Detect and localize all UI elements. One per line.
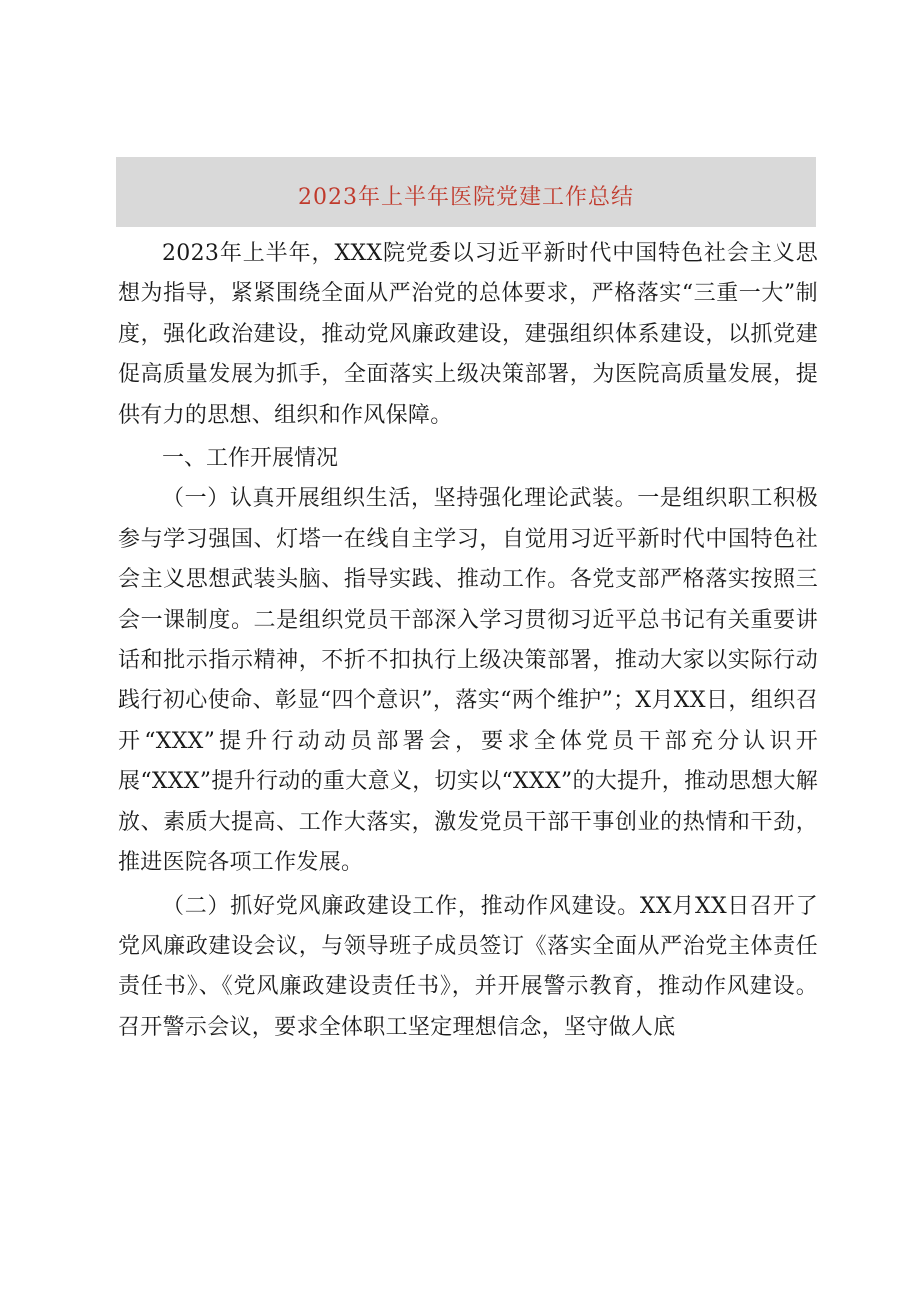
document-title: 2023年上半年医院党建工作总结 (298, 184, 634, 210)
section-paragraph-2: （二）抓好党风廉政建设工作，推动作风建设。XX月XX日召开了党风廉政建设会议，与领导班子成员签订《落实全面从严治党主体责任责任书》、《党风廉政建设责任书》，并开展警示教育，推动作风建设。召开警示会议，要求全体职工坚定理想信念，坚守做人底 (118, 893, 818, 1040)
section-paragraph-1: （一）认真开展组织生活，坚持强化理论武装。一是组织职工积极参与学习强国、灯塔一在线自主学习，自觉用习近平新时代中国特色社会主义思想武装头脑、指导实践、推动工作。各党支部严格落实按照三会一课制度。二是组织党员干部深入学习贯彻习近平总书记有关重要讲话和批示指示精神，不折不扣执行上级决策部署，推动大家以实际行动践行初心使命、彰显“四个意识”，落实“两个维护”；X月XX日，组织召开“XXX”提升行动动员部署会，要求全体党员干部充分认识开展“XXX”提升行动的重大意义，切实以“XXX”的大提升，推动思想大解放、素质大提高、工作大落实，激发党员干部干事创业的热情和干劲，推进医院各项工作发展。 (118, 486, 818, 876)
title-band (116, 157, 816, 227)
document-body (118, 234, 818, 1048)
intro-paragraph: 2023年上半年，XXX院党委以习近平新时代中国特色社会主义思想为指导，紧紧围绕全面从严治党的总体要求，严格落实“三重一大”制度，强化政治建设，推动党风廉政建设，建强组织体系建设，以抓党建促高质量发展为抓手，全面落实上级决策部署，为医院高质量发展，提供有力的思想、组织和作风保障。 (118, 241, 818, 428)
section-heading: 一、工作开展情况 (162, 446, 339, 472)
